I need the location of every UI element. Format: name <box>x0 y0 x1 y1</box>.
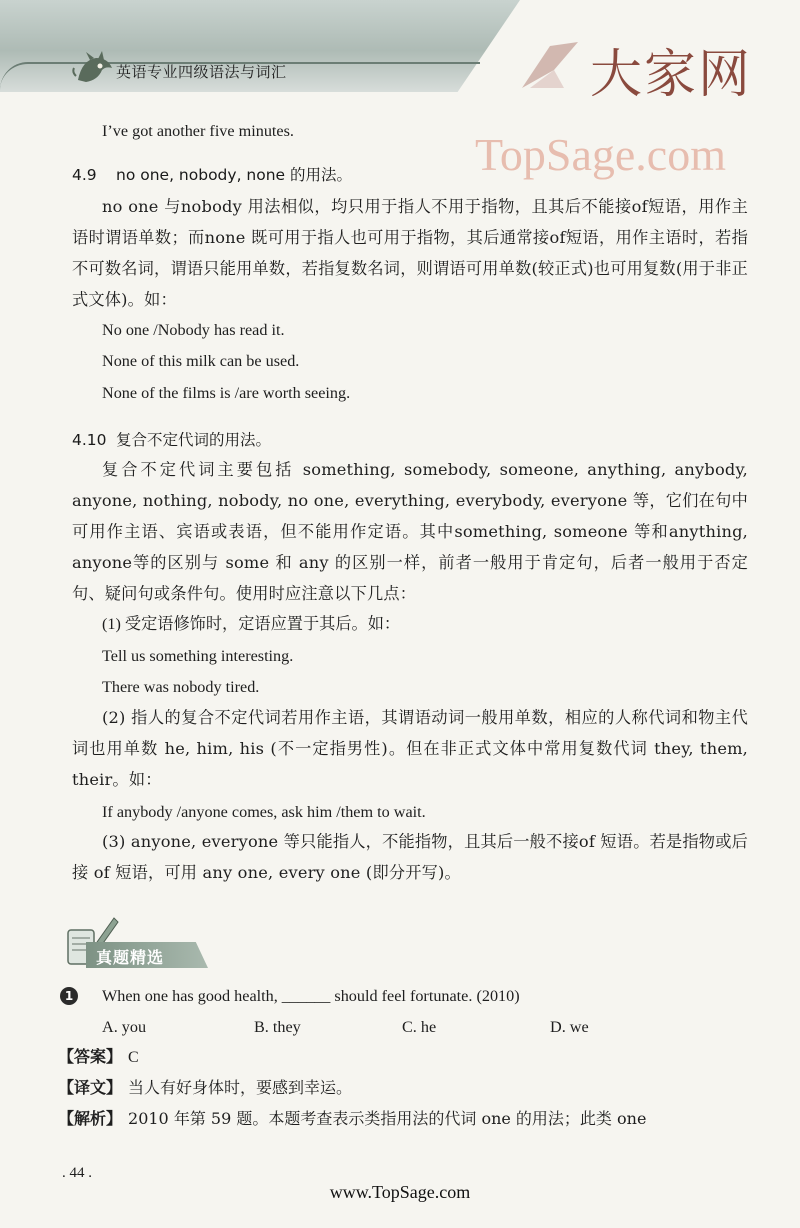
translation-value: 当人有好身体时，要感到幸运。 <box>128 1078 353 1097</box>
paragraph-4-10: 复合不定代词主要包括 something, somebody, someone, anything, anybody, anyone, nothing, nobody, no one, everything, everybody, everyone 等，它们在句中可用作主语、宾语或表语，但不能用作定语。其中something, someone 等和anything, anyone等的区别与 some 和 any 的区别一样，前者一般用于肯定句，后者一般用于否定句、疑问句或条件句。使用时应注意以下几点： <box>72 460 748 603</box>
example-line: None of the films is /are worth seeing. <box>102 384 351 402</box>
section-title: no one, nobody, none 的用法。 <box>116 166 353 184</box>
intro-sentence: I’ve got another five minutes. <box>102 122 294 140</box>
footer-url[interactable]: www.TopSage.com <box>329 1182 471 1202</box>
example-line: There was nobody tired. <box>102 678 260 696</box>
answer-label: 【答案】 <box>58 1047 123 1066</box>
exam-section-badge <box>62 912 222 972</box>
watermark-en: TopSage.com <box>475 129 727 180</box>
example-line: Tell us something interesting. <box>102 647 294 665</box>
analysis-row <box>58 1109 646 1129</box>
analysis-value: 2010 年第 59 题。本题考查表示类指用法的代词 one 的用法；此类 one <box>128 1109 647 1128</box>
section-number: 4.10 <box>72 431 107 449</box>
page-number: . 44 . <box>62 1165 92 1181</box>
watermark-cn: 大家网 <box>590 45 753 105</box>
example-line: No one /Nobody has read it. <box>102 321 285 339</box>
point-3: (3) anyone, everyone 等只能指人，不能指物，且其后一般不接of 短语。若是指物或后接 of 短语，可用 any one, every one (即分开写)。 <box>72 832 748 882</box>
mascot-icon <box>72 50 116 86</box>
point-2: (2) 指人的复合不定代词若用作主语，其谓语动词一般用单数，相应的人称代词和物主代词也用单数 he, him, his (不一定指男性)。但在非正式文体中常用复数代词 they, them, their。如： <box>72 708 748 789</box>
option-d: D. we <box>550 1018 589 1036</box>
section-heading-4-10 <box>72 428 271 450</box>
example-line: None of this milk can be used. <box>102 352 300 370</box>
analysis-label: 【解析】 <box>58 1109 123 1128</box>
point-1: (1) 受定语修饰时，定语应置于其后。如： <box>102 615 401 633</box>
answer-row <box>58 1047 139 1068</box>
answer-value: C <box>128 1049 139 1066</box>
translation-row <box>58 1078 352 1098</box>
book-title: 英语专业四级语法与词汇 <box>116 63 287 81</box>
question-text: When one has good health, ______ should feel fortunate. (2010) <box>102 987 520 1005</box>
question-number-badge: 1 <box>60 987 78 1005</box>
section-number: 4.9 <box>72 166 97 184</box>
paragraph-4-9: no one 与nobody 用法相似，均只用于指人不用于指物，且其后不能接of短语，用作主语时谓语单数；而none 既可用于指人也可用于指物，其后通常接of短语，用作主语时，若指不可数名词，谓语只能用单数，若指复数名词，则谓语可用单数(较正式)也可用复数(用于非正式文体)。如： <box>72 197 748 309</box>
badge-label: 真题精选 <box>96 948 165 967</box>
watermark-logo-icon <box>520 40 580 90</box>
section-title: 复合不定代词的用法。 <box>116 431 272 449</box>
option-c: C. he <box>402 1018 437 1036</box>
option-b: B. they <box>254 1018 301 1036</box>
section-heading-4-9 <box>72 163 352 185</box>
option-a: A. you <box>102 1018 147 1036</box>
translation-label: 【译文】 <box>58 1078 123 1097</box>
example-line: If anybody /anyone comes, ask him /them to wait. <box>102 803 426 821</box>
